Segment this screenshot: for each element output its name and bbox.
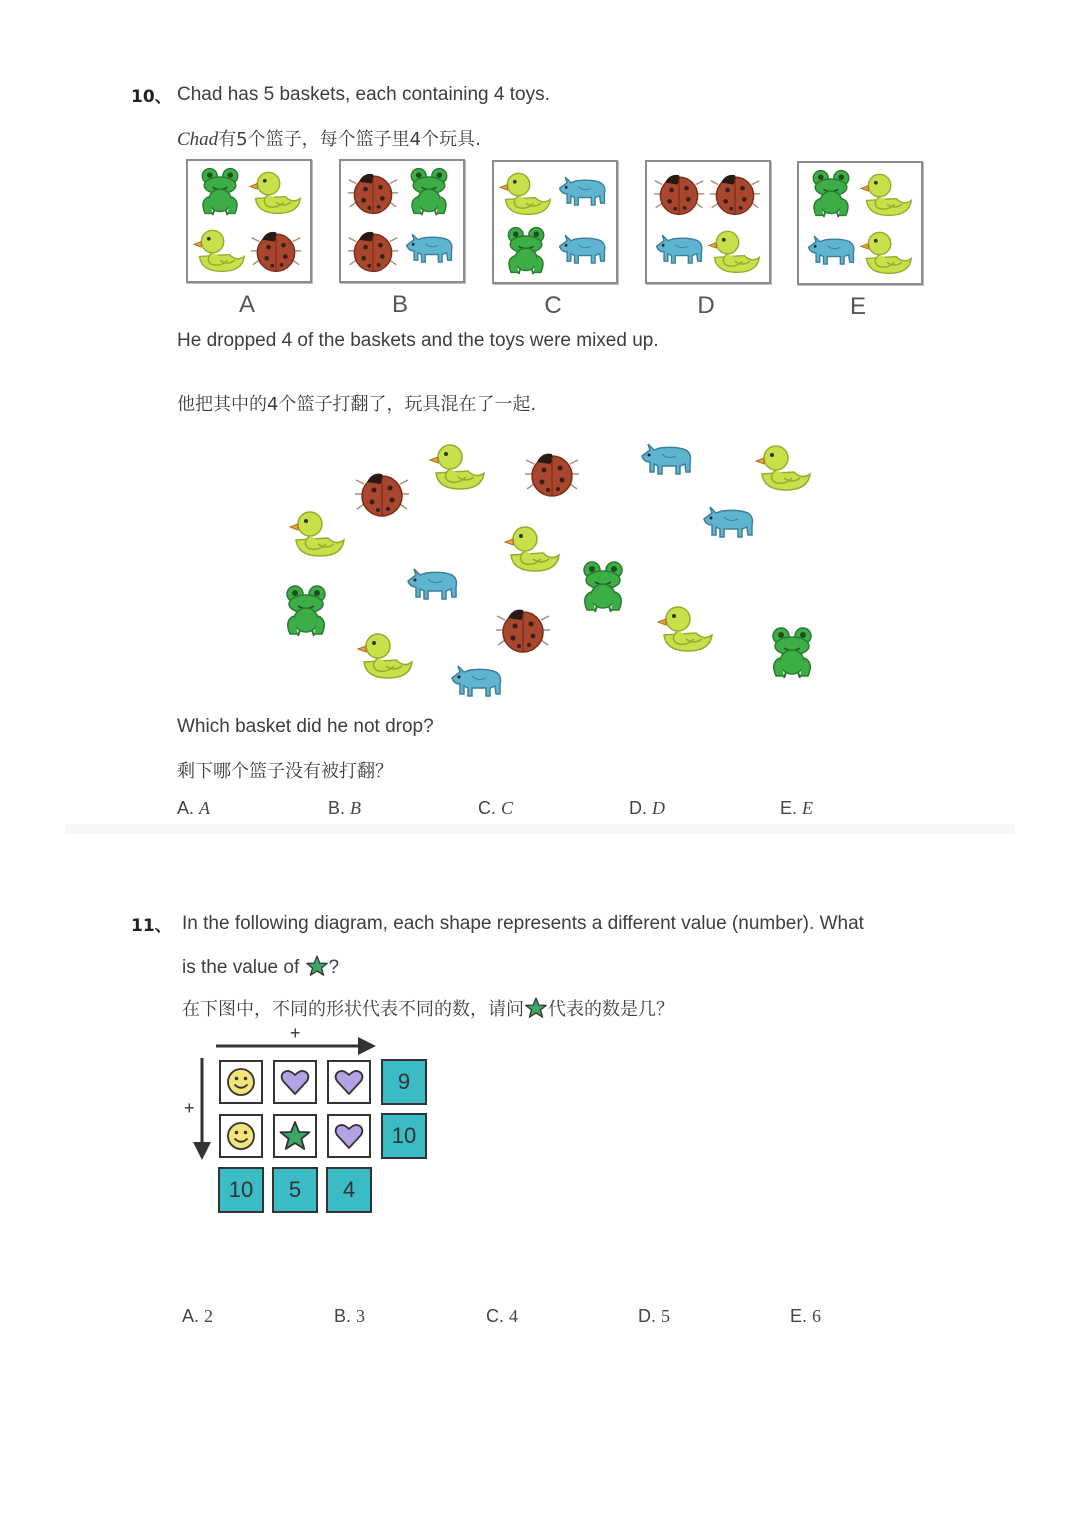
q10-option-b-value: B (350, 798, 362, 818)
basket-e (797, 161, 923, 285)
basket-b-toy-2-frog-icon (401, 163, 457, 219)
q11-option-c-key: C. (486, 1306, 504, 1326)
basket-a-label: A (238, 291, 255, 318)
q10-option-a-value: A (199, 798, 211, 818)
mixed-ladybug-icon (352, 462, 412, 522)
q11-option-e-value: 6 (812, 1306, 822, 1326)
q11-option-b[interactable] (334, 1306, 365, 1327)
mixed-ladybug-icon (522, 442, 582, 502)
basket-a-toy-3-duck-icon (192, 221, 248, 277)
mixed-rhino-icon (446, 652, 506, 712)
horizontal-arrow-icon (212, 1034, 380, 1058)
basket-d-label: D (697, 292, 715, 319)
q11-option-e[interactable] (790, 1306, 821, 1327)
mixed-duck-icon (356, 624, 416, 684)
basket-d-toy-2-ladybug-icon (707, 164, 763, 220)
q11-text-cn (182, 995, 674, 1021)
grid-cell-r1c2 (273, 1060, 317, 1104)
basket-c-toy-1-duck-icon (498, 164, 554, 220)
q11-option-d-key: D. (638, 1306, 656, 1326)
basket-b-toy-1-ladybug-icon (345, 163, 401, 219)
q11-text-en-1: In the following diagram, each shape represents a different value (number). What (182, 913, 864, 934)
mixed-rhino-icon (698, 493, 758, 553)
basket-e-toy-3-rhino-icon (803, 223, 859, 279)
mixed-frog-icon (762, 622, 822, 682)
q10-text-en: Chad has 5 baskets, each containing 4 toys. (177, 84, 550, 105)
vertical-arrow-icon (190, 1056, 214, 1162)
q11-option-a-key: A. (182, 1306, 200, 1326)
q11-option-d[interactable] (638, 1306, 670, 1327)
mixed-frog-icon (573, 556, 633, 616)
col-sum-1: 10 (218, 1167, 264, 1213)
q10-option-b[interactable] (328, 798, 361, 819)
q10-option-d-value: D (652, 798, 666, 818)
basket-c-label: C (544, 292, 562, 319)
smiley-icon (224, 1119, 258, 1153)
basket-d-toy-3-rhino-icon (651, 222, 707, 278)
q10-option-e[interactable] (780, 798, 813, 819)
q11-option-e-key: E. (790, 1306, 808, 1326)
grid-cell-r2c1 (219, 1114, 263, 1158)
basket-e-toy-2-duck-icon (859, 165, 915, 221)
mixed-duck-icon (288, 502, 348, 562)
q11-option-b-value: 3 (356, 1306, 366, 1326)
mixed-duck-icon (428, 435, 488, 495)
basket-b-toy-4-rhino-icon (401, 221, 457, 277)
basket-d (645, 160, 771, 284)
grid-cell-r1c1 (219, 1060, 263, 1104)
basket-e-toy-1-frog-icon (803, 165, 859, 221)
q10-question-cn: 剩下哪个篮子没有被打翻？ (177, 761, 393, 782)
q10-option-c[interactable] (478, 798, 513, 819)
star-icon (278, 1119, 312, 1153)
basket-a-toy-2-duck-icon (248, 163, 304, 219)
basket-b-label: B (391, 291, 408, 318)
q10-option-a-key: A. (177, 798, 195, 818)
q11-text-cn-b: 代表的数是几？ (548, 999, 674, 1020)
basket-c-toy-3-frog-icon (498, 222, 554, 278)
q11-option-c-value: 4 (509, 1306, 519, 1326)
mixed-duck-icon (503, 517, 563, 577)
q10-question-en: Which basket did he not drop? (177, 716, 434, 737)
q10-option-c-value: C (501, 798, 514, 818)
basket-a (186, 159, 312, 283)
q11-option-b-key: B. (334, 1306, 352, 1326)
vertical-plus-label: + (184, 1098, 195, 1118)
star-icon (305, 954, 329, 978)
q10-number: 10、 (131, 87, 172, 107)
q10-option-c-key: C. (478, 798, 496, 818)
q11-text-cn-a: 在下图中，不同的形状代表不同的数，请问 (182, 999, 524, 1020)
q10-text-cn (177, 125, 481, 151)
star-icon (524, 996, 548, 1020)
q10-option-e-value: E (802, 798, 814, 818)
section-divider (65, 824, 1015, 834)
q11-option-a-value: 2 (204, 1306, 214, 1326)
q11-text-en-2b: ? (328, 957, 340, 978)
heart-icon (278, 1065, 312, 1099)
col-sum-3: 4 (326, 1167, 372, 1213)
q10-text-cn-name: Chad (177, 129, 219, 150)
heart-icon (332, 1119, 366, 1153)
row-sum-2: 10 (381, 1113, 427, 1159)
q10-option-e-key: E. (780, 798, 798, 818)
mixed-rhino-icon (402, 555, 462, 615)
row-sum-1: 9 (381, 1059, 427, 1105)
basket-c-toy-4-rhino-icon (554, 222, 610, 278)
q10-option-d-key: D. (629, 798, 647, 818)
smiley-icon (224, 1065, 258, 1099)
basket-d-toy-4-duck-icon (707, 222, 763, 278)
q11-text-en-2 (182, 954, 339, 979)
mixed-rhino-icon (636, 430, 696, 490)
grid-cell-r2c2 (273, 1114, 317, 1158)
q10-option-d[interactable] (629, 798, 665, 819)
col-sum-2: 5 (272, 1167, 318, 1213)
q11-number: 11、 (131, 916, 172, 936)
basket-c-toy-2-rhino-icon (554, 164, 610, 220)
horizontal-plus-label: + (290, 1023, 301, 1043)
q11-option-d-value: 5 (661, 1306, 671, 1326)
mixed-ladybug-icon (493, 598, 553, 658)
basket-a-toy-1-frog-icon (192, 163, 248, 219)
basket-a-toy-4-ladybug-icon (248, 221, 304, 277)
q10-option-a[interactable] (177, 798, 210, 819)
basket-c (492, 160, 618, 284)
basket-b-toy-3-ladybug-icon (345, 221, 401, 277)
q11-text-en-2a: is the value of (182, 957, 300, 978)
q10-option-b-key: B. (328, 798, 346, 818)
basket-d-toy-1-ladybug-icon (651, 164, 707, 220)
basket-e-toy-4-duck-icon (859, 223, 915, 279)
grid-cell-r2c3 (327, 1114, 371, 1158)
q10-text-cn-rest: 有5个篮子，每个篮子里4个玩具. (218, 129, 481, 150)
q11-option-c[interactable] (486, 1306, 518, 1327)
heart-icon (332, 1065, 366, 1099)
basket-e-label: E (849, 293, 866, 320)
grid-cell-r1c3 (327, 1060, 371, 1104)
q11-option-a[interactable] (182, 1306, 213, 1327)
basket-b (339, 159, 465, 283)
mixed-frog-icon (276, 580, 336, 640)
q10-dropped-cn: 他把其中的4个篮子打翻了，玩具混在了一起. (177, 394, 537, 415)
mixed-duck-icon (656, 597, 716, 657)
mixed-duck-icon (754, 436, 814, 496)
q10-dropped-en: He dropped 4 of the baskets and the toys were mixed up. (177, 330, 659, 351)
